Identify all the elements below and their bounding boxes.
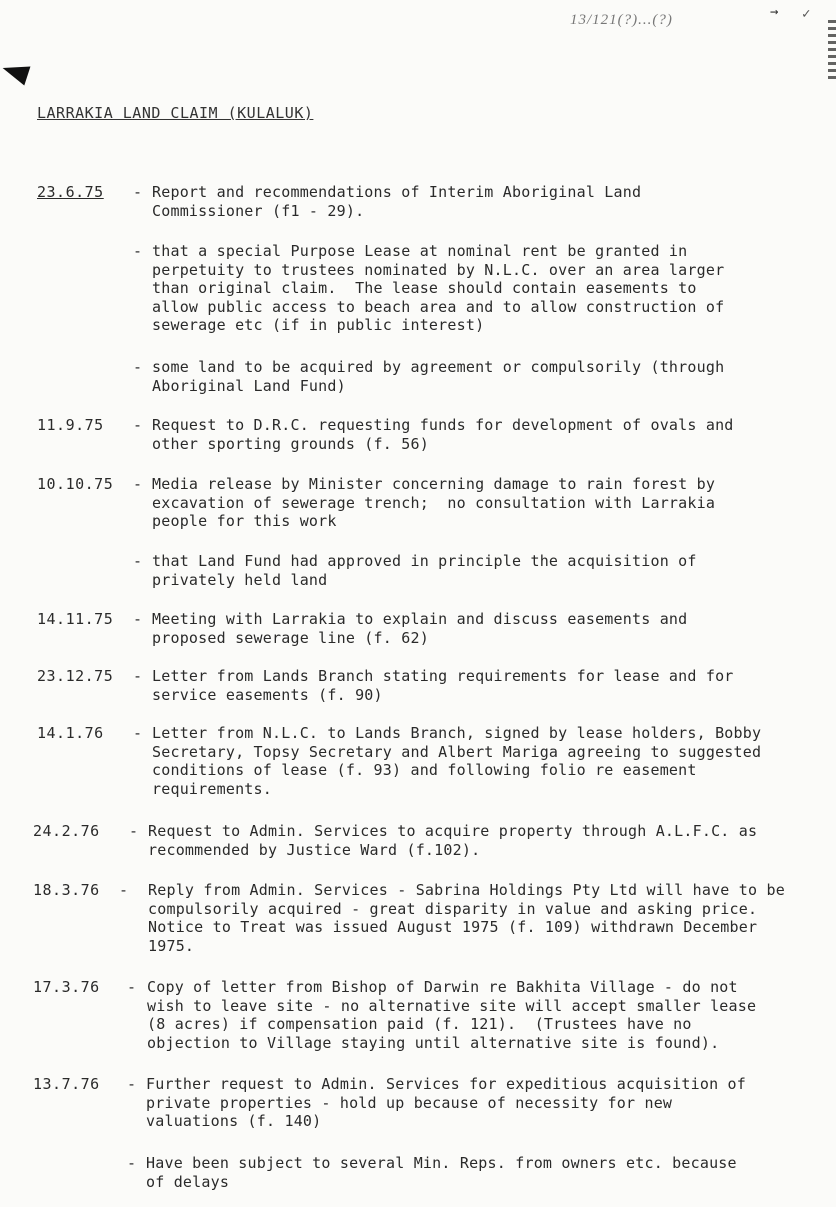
entry-text: Request to Admin. Services to acquire property through A.L.F.C. as recommended by Justice Ward (f.102). [148,822,758,859]
entry-date: 14.11.75 [37,610,114,628]
entry-date: 17.3.76 [33,978,100,996]
entry-dash: - [127,978,137,996]
entry-date: 23.6.75 [37,183,104,201]
entry-date: 11.9.75 [37,416,104,434]
file-reference: 13/121(?)...(?) [570,12,673,28]
entry-text: Have been subject to several Min. Reps. from owners etc. because of delays [146,1154,737,1191]
entry-dash: - [129,822,139,840]
entry-text: that Land Fund had approved in principle the acquisition of privately held land [152,552,697,589]
entry-text: Request to D.R.C. requesting funds for development of ovals and other sporting grounds (f. 56) [152,416,734,453]
check-mark-icon: ✓ [802,6,811,22]
entry-date: 23.12.75 [37,667,114,685]
entry-text: Meeting with Larrakia to explain and discuss easements and proposed sewerage line (f. 62) [152,610,688,647]
entry-dash: - [133,183,143,201]
entry-text: Letter from N.L.C. to Lands Branch, signed by lease holders, Bobby Secretary, Topsy Secretary and Albert Mariga agreeing to suggested conditions of lease (f. 93) and following folio re easement requirements. [152,724,762,798]
entry-dash: - [127,1154,137,1172]
entry-date: 24.2.76 [33,822,100,840]
entry-dash: - [119,881,129,899]
entry-dash: - [133,242,143,260]
entry-text: Report and recommendations of Interim Aboriginal Land Commissioner (f1 - 29). [152,183,642,220]
entry-text: Letter from Lands Branch stating requirements for lease and for service easements (f. 90) [152,667,734,704]
entry-date: 18.3.76 [33,881,100,899]
entry-text: Reply from Admin. Services - Sabrina Holdings Pty Ltd will have to be compulsorily acquired - great disparity in value and asking price. Notice to Treat was issued August 1975 (f. 109) withdrawn December 1975. [148,881,785,955]
entry-date: 10.10.75 [37,475,114,493]
entry-text: Media release by Minister concerning damage to rain forest by excavation of sewerage trench; no consultation with Larrakia people for this work [152,475,716,530]
entry-dash: - [133,667,143,685]
entry-dash: - [133,475,143,493]
entry-text: Further request to Admin. Services for expeditious acquisition of private properties - hold up because of necessity for new valuations (f. 140) [146,1075,746,1130]
entry-date: 13.7.76 [33,1075,100,1093]
entry-dash: - [133,724,143,742]
entry-dash: - [127,1075,137,1093]
entry-dash: - [133,552,143,570]
entry-text: some land to be acquired by agreement or compulsorily (through Aboriginal Land Fund) [152,358,725,395]
entry-dash: - [133,610,143,628]
entry-dash: - [133,416,143,434]
entry-date: 14.1.76 [37,724,104,742]
entry-text: Copy of letter from Bishop of Darwin re Bakhita Village - do not wish to leave site - no alternative site will accept smaller lease (8 acres) if compensation paid (f. 121). (Trustees have no objection to Village staying until alternative site is found). [147,978,757,1052]
arrow-mark-icon: → [770,4,779,20]
entry-text: that a special Purpose Lease at nominal rent be granted in perpetuity to trustees nominated by N.L.C. over an area larger than original claim. The lease should contain easements to allow public access to beach area and to allow construction of sewerage etc (if in public interest) [152,242,725,334]
page-title: LARRAKIA LAND CLAIM (KULALUK) [37,104,314,122]
entry-dash: - [133,358,143,376]
